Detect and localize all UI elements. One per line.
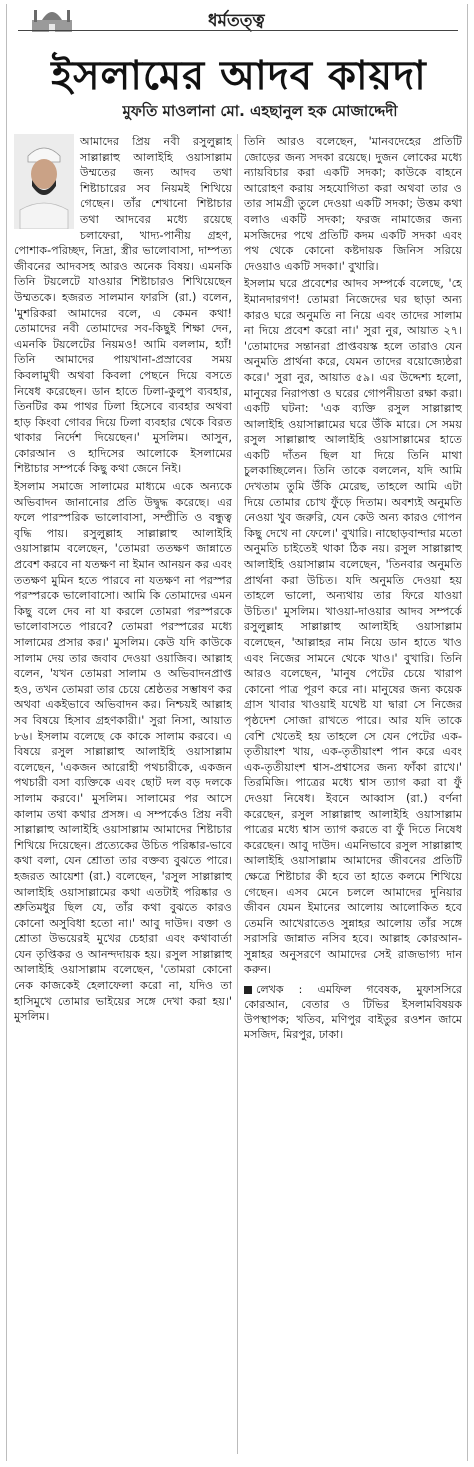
left-paragraph-2: ইসলাম সমাজে সালামের মাধ্যমে একে অন্যকে অভিবাদন জানানোর প্রতি উদ্বুদ্ধ করেছে। এর ফলে পারস্পরিক ভালোবাসা, সম্প্রীতি ও বন্ধুত্ব বৃদ্ধি পায়। রসুলুল্লাহ সাল্লাল্লাহু আলাইহি ওয়াসাল্লাম বলেছেন, 'তোমরা ততক্ষণ জান্নাতে প্রবেশ করবে না যতক্ষণ না ইমান আনয়ন কর এবং ততক্ষণ মুমিন হতে পারবে না যতক্ষণ না পরস্পর পরস্পরকে ভালোবাসো। আমি কি তোমাদের এমন কিছু বলে দেব না যা করলে তোমরা পরস্পরকে ভালোবাসতে পারবে? তোমরা পরস্পরের মধ্যে সালামের প্রসার কর।' মুসলিম। কেউ যদি কাউকে সালাম দেয় তার জবাব দেওয়া ওয়াজিব। আল্লাহ বলেন, 'যখন তোমরা সালাম ও অভিবাদনপ্রাপ্ত হও, তখন তোমরা তার চেয়ে শ্রেষ্ঠতর সম্ভাষণ কর অথবা একইভাবে অভিবাদন কর। নিশ্চয়ই আল্লাহ সব বিষয়ে হিসাব গ্রহণকারী।' সুরা নিসা, আয়াত ৮৬। ইসলাম বলেছে কে কাকে সালাম করবে। এ বিষয়ে রসুল সাল্লাল্লাহু আলাইহি ওয়াসাল্লাম বলেছেন, 'একজন আরোহী পথচারীকে, একজন পথচারী বসা ব্যক্তিকে এবং ছোট দল বড় দলকে সালাম করবে।' মুসলিম। সালামের পর আসে কালাম তথা কথার প্রসঙ্গ। এ সম্পর্কেও প্রিয় নবী সাল্লাল্লাহু আলাইহি ওয়াসাল্লাম আমাদের শিষ্টাচার শিখিয়ে দিয়েছেন। প্রত্যেকের উচিত পরিষ্কার-ভাবে কথা বলা, যেন শ্রোতা তার বক্তব্য বুঝতে পারে। হজরত আয়েশা (রা.) বলেছেন, 'রসুল সাল্লাল্লাহু আলাইহি ওয়াসাল্লামের কথা এতটাই পরিষ্কার ও শ্রুতিমধুর ছিল যে, তাঁর কথা বুঝতে কারও কোনো অসুবিধা হতো না।' আবু দাউদ। বক্তা ও শ্রোতা উভয়েরই মুখের চেহারা এবং কথাবার্তা যেন তৃপ্তিকর ও আনন্দদায়ক হয়। রসুল সাল্লাল্লাহু আলাইহি ওয়াসাল্লাম বলেছেন, 'তোমরা কোনো নেক কাজকেই হেলাফেলা করো না, যদিও তা হাসিমুখে তোমার ভাইয়ের সঙ্গে দেখা করা হয়।' মুসলিম। bbox=[14, 480, 232, 1024]
section-header bbox=[18, 6, 458, 38]
author-byline: মুফতি মাওলানা মো. এহছানুল হক মোজাদ্দেদী bbox=[122, 102, 398, 120]
author-photo bbox=[14, 134, 74, 229]
column-divider bbox=[237, 134, 238, 1454]
left-column bbox=[14, 134, 232, 1424]
author-note-text: লেখক : এমফিল গবেষক, মুফাসসিরে কোরআন, বেতার ও টিভির ইসলামবিষয়ক উপস্থাপক; খতিব, মণিপুর বাইতুর রওশন জামে মসজিদ, মিরপুর, ঢাকা। bbox=[244, 983, 462, 1042]
section-label: ধর্মতত্ত্ব bbox=[208, 11, 265, 31]
right-column bbox=[244, 134, 462, 1456]
article-title: ইসলামের আদব কায়দা bbox=[51, 53, 427, 99]
header-rule bbox=[18, 30, 458, 31]
right-paragraph-1: তিনি আরও বলেছেন, 'মানবদেহের প্রতিটি জোড়ের জন্য সদকা রয়েছে। দুজন লোকের মধ্যে ন্যায়বিচার করা একটি সদকা; কাউকে বাহনে আরোহণ করায় সহযোগিতা করা অথবা তার ও তার সামগ্রী তুলে দেওয়া একটি সদকা; উত্তম কথা বলাও একটি সদকা; ফরজ নামাজের জন্য মসজিদের পথে প্রতিটি কদম একটি সদকা এবং পথ থেকে কোনো কষ্টদায়ক জিনিস সরিয়ে দেওয়াও একটি সদকা।' বুখারি। bbox=[244, 135, 462, 273]
right-paragraph-2: ইসলাম ঘরে প্রবেশের আদব সম্পর্কে বলেছে, 'হে ইমানদারগণ! তোমরা নিজেদের ঘর ছাড়া অন্য কারও ঘরে অনুমতি না নিয়ে এবং তাদের সালাম না দিয়ে প্রবেশ করো না।' সুরা নুর, আয়াত ২৭। 'তোমাদের সন্তানরা প্রাপ্তবয়স্ক হলে তারাও যেন অনুমতি প্রার্থনা করে, যেমন তাদের বয়োজ্যেষ্ঠরা করে।' সুরা নুর, আয়াত ৫৯। এর উদ্দেশ্য হলো, মানুষের নিরাপত্তা ও ঘরের গোপনীয়তা রক্ষা করা। একটি ঘটনা: 'এক ব্যক্তি রসুল সাল্লাল্লাহু আলাইহি ওয়াসাল্লামের ঘরে উঁকি মারে। সে সময় রসুল সাল্লাল্লাহু আলাইহি ওয়াসাল্লামের হাতে একটি দাঁতন ছিল যা দিয়ে তিনি মাথা চুলকাচ্ছিলেন। তিনি তাকে বললেন, যদি আমি দেখতাম তুমি উঁকি মেরেছ, তাহলে আমি এটা দিয়ে তোমার চোখ ফুঁড়ে দিতাম। অবশ্যই অনুমতি নেওয়া খুব জরুরি, যেন কেউ অন্য কারও গোপন কিছু দেখে না ফেলে।' বুখারি। নাছোড়বান্দার মতো অনুমতি চাইতেই থাকা ঠিক নয়। রসুল সাল্লাল্লাহু আলাইহি ওয়াসাল্লাম বলেছেন, 'তিনবার অনুমতি প্রার্থনা করা উচিত। যদি অনুমতি দেওয়া হয় তাহলে ভালো, অন্যথায় তার ফিরে যাওয়া উচিত।' মুসলিম। খাওয়া-দাওয়ার আদব সম্পর্কে রসুলুল্লাহ সাল্লাল্লাহু আলাইহি ওয়াসাল্লাম বলেছেন, 'আল্লাহর নাম নিয়ে ডান হাতে খাও এবং নিজের সামনে থেকে খাও।' বুখারি। তিনি আরও বলেছেন, 'মানুষ পেটের চেয়ে খারাপ কোনো পাত্র পূরণ করে না। মানুষের জন্য কয়েক গ্রাস খাবার খাওয়াই যথেষ্ট যা দ্বারা সে নিজের পৃষ্ঠদেশ সোজা রাখতে পারে। আর যদি তাকে বেশি খেতেই হয় তাহলে সে যেন পেটের এক-তৃতীয়াংশ খায়, এক-তৃতীয়াংশ পান করে এবং এক-তৃতীয়াংশ শ্বাস-প্রশ্বাসের জন্য ফাঁকা রাখে।' তিরমিজি। পাত্রের মধ্যে শ্বাস ত্যাগ করা বা ফুঁ দেওয়া নিষেধ। ইবনে আব্বাস (রা.) বর্ণনা করেছেন, রসুল সাল্লাল্লাহু আলাইহি ওয়াসাল্লাম পাত্রের মধ্যে শ্বাস ত্যাগ করতে বা ফুঁ দিতে নিষেধ করেছেন। আবু দাউদ। এমনিভাবে রসুল সাল্লাল্লাহু আলাইহি ওয়াসাল্লাম আমাদের জীবনের প্রতিটি ক্ষেত্রে শিষ্টাচার কী হবে তা হাতে কলমে শিখিয়ে গেছেন। এসব মেনে চললে আমাদের দুনিয়ার জীবন যেমন ইমানের আলোয় আলোকিত হবে তেমনি আখেরাতেও সুন্নাহর আলোয় তাঁর সঙ্গে সরাসরি জান্নাত নসিব হবে। আল্লাহ কোরআন-সুন্নাহর অনুসরণে আমাদের সেই রাজভাগ্য দান করুন। bbox=[244, 277, 462, 977]
author-note bbox=[244, 982, 462, 1042]
square-bullet-icon bbox=[244, 986, 252, 994]
left-paragraph-1: আমাদের প্রিয় নবী রসুলুল্লাহ সাল্লাল্লাহু আলাইহি ওয়াসাল্লাম উম্মতের জন্য আদব তথা শিষ্টাচারের সব নিয়মই শিখিয়ে গেছেন। তাঁর শেখানো শিষ্টাচার তথা আদবের মধ্যে রয়েছে চলাফেরা, খাদ্য-পানীয় গ্রহণ, পোশাক-পরিচ্ছদ, নিদ্রা, স্ত্রীর ভালোবাসা, দাম্পত্য জীবনের আদবসহ আরও অনেক বিষয়। এমনকি তিনি টয়লেটে যাওয়ার শিষ্টাচারও শিখিয়েছেন উম্মতকে। হজরত সালমান ফারসি (রা.) বলেন, 'মুশরিকরা আমাদের বলে, এ কেমন কথা! তোমাদের নবী তোমাদের সব-কিছুই শিক্ষা দেন, এমনকি টয়লেটের নিয়মও! আমি বললাম, হ্যাঁ! তিনি আমাদের পায়খানা-প্রস্রাবের সময় কিবলামুখী অথবা কিবলা পেছনে দিয়ে বসতে নিষেধ করেছেন। ডান হাতে ঢিলা-কুলুপ ব্যবহার, তিনটির কম পাথর ঢিলা হিসেবে ব্যবহার অথবা হাড় কিংবা গোবর দিয়ে ঢিলা ব্যবহার থেকে বিরত থাকার নির্দেশ দিয়েছেন।' মুসলিম। আসুন, কোরআন ও হাদিসের আলোকে ইসলামের শিষ্টাচার সম্পর্কে কিছু কথা জেনে নিই। bbox=[14, 135, 232, 476]
